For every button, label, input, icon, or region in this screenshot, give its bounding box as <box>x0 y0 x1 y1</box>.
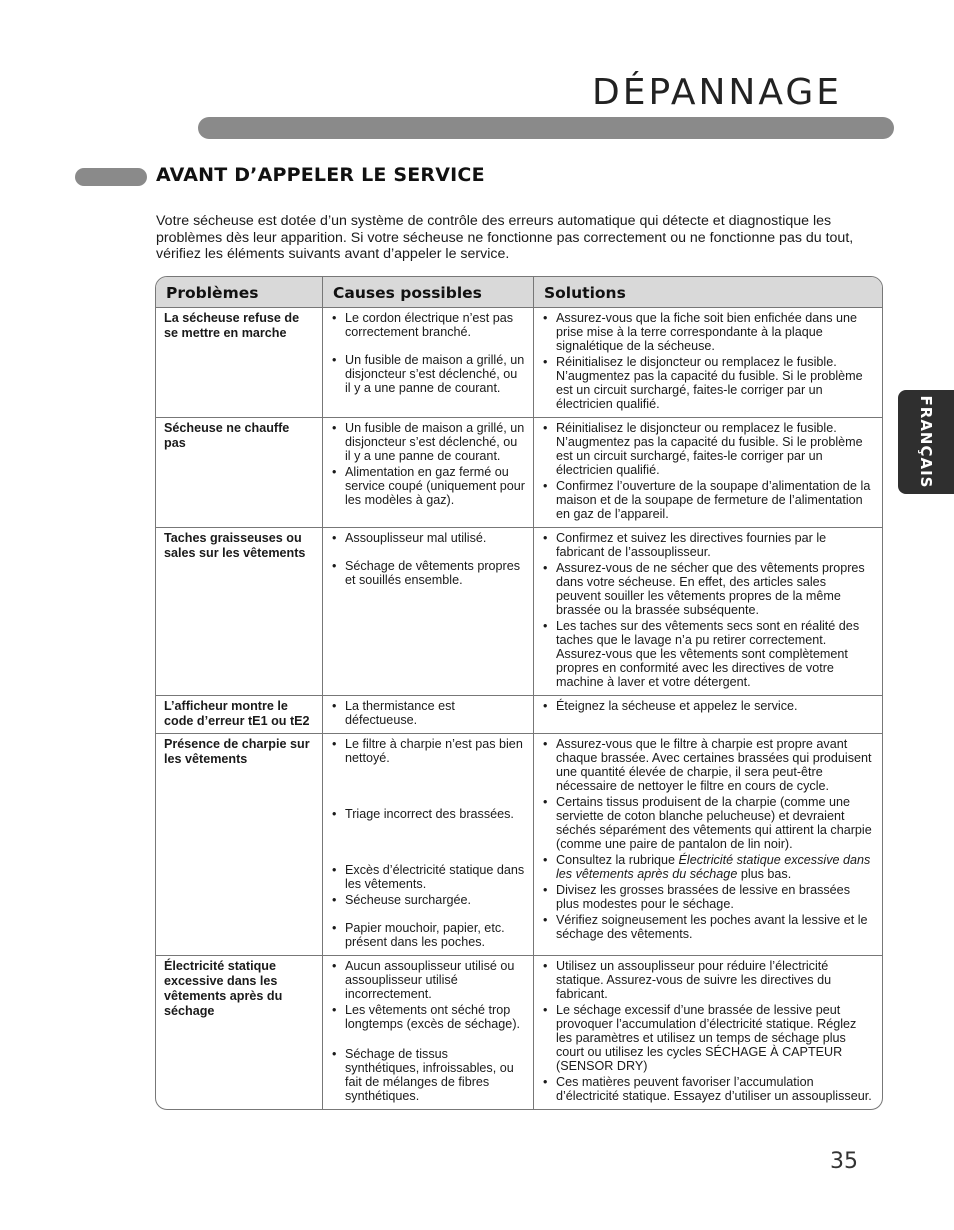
solution-item: • Utilisez un assouplisseur pour réduire l’électricité statique. Assurez-vous de suivre les directives du fabricant. <box>542 959 874 1001</box>
cause-item: • Séchage de vêtements propres et souillés ensemble. <box>331 559 525 587</box>
causes-list <box>331 699 525 727</box>
solutions-list <box>542 699 874 713</box>
cause-item: • Le cordon électrique n’est pas correctement branché. <box>331 311 525 339</box>
causes-list <box>331 959 525 1103</box>
causes-cell <box>322 418 533 528</box>
table-row <box>156 308 882 418</box>
header-solutions: Solutions <box>533 277 882 308</box>
solution-item: • Ces matières peuvent favoriser l’accumulation d’électricité statique. Essayez d’utiliser un assouplisseur. <box>542 1075 874 1103</box>
cause-item: • Sécheuse surchargée. <box>331 893 525 907</box>
reference-title: Électricité statique excessive dans les vêtements après du séchage <box>556 853 871 881</box>
solution-text: plus bas. <box>737 867 792 881</box>
solutions-cell <box>533 696 882 734</box>
cause-item: • Le filtre à charpie n’est pas bien nettoyé. <box>331 737 525 765</box>
header-problems: Problèmes <box>156 277 322 308</box>
table-row <box>156 734 882 956</box>
problem-cell: L’afficheur montre le code d’erreur tE1 ou tE2 <box>156 696 322 734</box>
causes-list <box>331 311 525 395</box>
solutions-cell <box>533 528 882 696</box>
solution-item: • Assurez-vous que la fiche soit bien enfichée dans une prise mise à la terre correspondante à la plaque signalétique de la sécheuse. <box>542 311 874 353</box>
cause-item: • Un fusible de maison a grillé, un disjoncteur s’est déclenché, ou il y a une panne de courant. <box>331 353 525 395</box>
table-row <box>156 696 882 734</box>
solution-item: • Réinitialisez le disjoncteur ou remplacez le fusible. N’augmentez pas la capacité du fusible. Si le problème est un circuit surchargé, faites-le corriger par un électricien qualifié. <box>542 355 874 411</box>
solution-item: • Confirmez l’ouverture de la soupape d’alimentation de la maison et de la soupape de fermeture de l’alimentation en gaz de l’appareil. <box>542 479 874 521</box>
causes-list <box>331 421 525 507</box>
solution-item: • Divisez les grosses brassées de lessive en brassées plus modestes pour le séchage. <box>542 883 874 911</box>
solution-item: • Vérifiez soigneusement les poches avant la lessive et le séchage des vêtements. <box>542 913 874 941</box>
solution-item: • Le séchage excessif d’une brassée de lessive peut provoquer l’accumulation d’électricité statique. Réglez les paramètres et utilisez un temps de séchage plus court ou utilisez les cycles SÉCHAGE À CAPTEUR (SENSOR DRY) <box>542 1003 874 1073</box>
cause-item: • Séchage de tissus synthétiques, infroissables, ou fait de mélanges de fibres synthétiques. <box>331 1047 525 1103</box>
solution-text: Consultez la rubrique <box>556 853 679 867</box>
solution-item: • Éteignez la sécheuse et appelez le service. <box>542 699 874 713</box>
causes-cell <box>322 956 533 1109</box>
problem-cell: Électricité statique excessive dans les vêtements après du séchage <box>164 959 283 1018</box>
cause-item: • La thermistance est défectueuse. <box>331 699 525 727</box>
header-causes: Causes possibles <box>322 277 533 308</box>
language-tab-label: FRANÇAIS <box>917 395 935 489</box>
header-bar <box>198 117 894 139</box>
problem-cell: La sécheuse refuse de se mettre en marche <box>156 308 322 418</box>
solutions-cell <box>533 734 882 956</box>
cause-item: • Excès d’électricité statique dans les vêtements. <box>331 863 525 891</box>
page-number: 35 <box>830 1149 858 1174</box>
solutions-list <box>542 531 874 689</box>
causes-cell <box>322 734 533 956</box>
causes-list <box>331 531 525 587</box>
troubleshooting-table <box>155 276 883 1110</box>
solution-item: • Certains tissus produisent de la charpie (comme une serviette de coton blanche pelucheuse) et devraient séchés séparément des vêtements qui attirent la charpie (comme une paire de pantalon de lin noir). <box>542 795 874 851</box>
problem-cell: Taches graisseuses ou sales sur les vêtements <box>156 528 322 696</box>
problem-cell: Sécheuse ne chauffe pas <box>156 418 322 528</box>
solutions-cell <box>533 418 882 528</box>
table-header-row <box>156 277 882 308</box>
causes-cell <box>322 696 533 734</box>
section-marker <box>75 168 147 186</box>
table-body <box>156 308 882 1109</box>
problem-cell: Présence de charpie sur les vêtements <box>156 734 322 956</box>
solution-item: • Assurez-vous que le filtre à charpie est propre avant chaque brassée. Avec certaines brassées qui produisent une quantité élevée de charpie, il sera peut-être nécessaire de nettoyer le filtre en cours de cycle. <box>542 737 874 793</box>
intro-paragraph: Votre sécheuse est dotée d’un système de contrôle des erreurs automatique qui détecte et diagnostique les problèmes dès leur apparition. Si votre sécheuse ne fonctionne pas correctement ou ne fonctionne pas du tout, vérifiez les éléments suivants avant d’appeler le service. <box>156 213 854 262</box>
cause-item: • Aucun assouplisseur utilisé ou assouplisseur utilisé incorrectement. <box>331 959 525 1001</box>
table-row <box>156 418 882 528</box>
solutions-cell <box>533 956 882 1109</box>
page-title: DÉPANNAGE <box>592 72 842 113</box>
solution-item: • Les taches sur des vêtements secs sont en réalité des taches que le lavage n’a pu retirer correctement. Assurez-vous que les vêtements sont complètement propres en conformité avec les directives de votre machine à laver et votre détergent. <box>542 619 874 689</box>
cause-item: • Papier mouchoir, papier, etc. présent dans les poches. <box>331 921 525 949</box>
cause-item: • Les vêtements ont séché trop longtemps (excès de séchage). <box>331 1003 525 1031</box>
language-tab <box>898 390 954 494</box>
solution-item: • Confirmez et suivez les directives fournies par le fabricant de l’assouplisseur. <box>542 531 874 559</box>
cause-item: • Assouplisseur mal utilisé. <box>331 531 525 545</box>
table-row <box>156 528 882 696</box>
cause-item: • Alimentation en gaz fermé ou service coupé (uniquement pour les modèles à gaz). <box>331 465 525 507</box>
solutions-cell <box>533 308 882 418</box>
cause-item: • Triage incorrect des brassées. <box>331 807 525 821</box>
table-row <box>156 956 882 1109</box>
solutions-list <box>542 311 874 411</box>
solutions-list <box>542 959 874 1103</box>
cause-item: • Un fusible de maison a grillé, un disjoncteur s’est déclenché, ou il y a une panne de courant. <box>331 421 525 463</box>
causes-cell <box>322 308 533 418</box>
solutions-list <box>542 737 874 941</box>
section-title: AVANT D’APPELER LE SERVICE <box>156 164 485 186</box>
solution-item: • Assurez-vous de ne sécher que des vêtements propres dans votre sécheuse. En effet, des articles sales peuvent souiller les vêtements propres de la même brassée ou la brassée subséquente. <box>542 561 874 617</box>
causes-cell <box>322 528 533 696</box>
solution-item: • Réinitialisez le disjoncteur ou remplacez le fusible. N’augmentez pas la capacité du fusible. Si le problème est un circuit surchargé, faites-le corriger par un électricien qualifié. <box>542 421 874 477</box>
causes-list <box>331 737 525 949</box>
solution-item <box>542 853 874 881</box>
solutions-list <box>542 421 874 521</box>
